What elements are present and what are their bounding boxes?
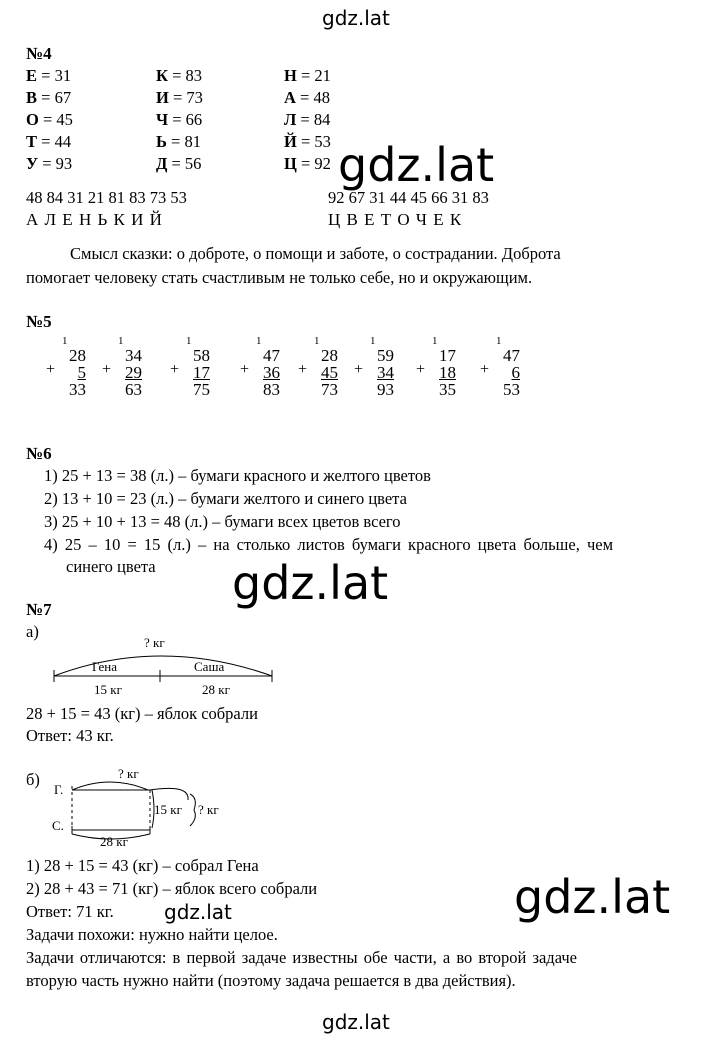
code-value: = 84 <box>300 110 331 129</box>
code-letter: Е <box>26 66 38 85</box>
b-answer: Ответ: 71 кг. <box>26 902 114 921</box>
carry-digit: 1 <box>370 335 376 347</box>
task4-paragraph-line2: помогает человеку стать счастливым не только себе, но и окружающим. <box>26 268 533 287</box>
carry-digit: 1 <box>186 335 192 347</box>
addend-1: 34 <box>125 346 142 365</box>
code-entry <box>26 132 71 152</box>
watermark: gdz.lat <box>322 6 390 30</box>
part-a-label: а) <box>26 622 39 641</box>
sum-result: 63 <box>125 380 142 399</box>
diagram-a-right-value: 28 кг <box>202 682 230 697</box>
watermark: gdz.lat <box>322 1010 390 1034</box>
code-value: = 56 <box>171 154 202 173</box>
code-value: = 21 <box>300 66 331 85</box>
addend-2: 6 <box>511 363 520 382</box>
addend-1: 47 <box>263 346 280 365</box>
b-line: вторую часть нужно найти (поэтому задача решается в два действия). <box>26 971 516 990</box>
task6-line: 1) 25 + 13 = 38 (л.) – бумаги красного и желтого цветов <box>44 466 431 485</box>
plus-sign: + <box>480 361 490 378</box>
code-value: = 44 <box>41 132 72 151</box>
code-entry <box>284 154 331 174</box>
addend-2: 36 <box>263 363 280 382</box>
addend-2: 5 <box>77 363 86 382</box>
part-b-label: б) <box>26 770 40 789</box>
code-letter: Д <box>156 154 168 173</box>
carry-digit: 1 <box>62 335 68 347</box>
column-sum <box>480 335 520 399</box>
diagram-b-sum: ? кг <box>198 802 219 817</box>
task7-title: №7 <box>26 600 52 619</box>
plus-sign: + <box>170 361 180 378</box>
diagram-a-left-value: 15 кг <box>94 682 122 697</box>
column-sum <box>102 335 142 399</box>
task6-line: 4) 25 – 10 = 15 (л.) – на столько листов бумаги красного цвета больше, чем <box>44 535 614 554</box>
code-entry <box>156 88 203 108</box>
b-line: 2) 28 + 43 = 71 (кг) – яблок всего собрали <box>26 879 318 898</box>
sum-result: 35 <box>439 380 456 399</box>
watermark: gdz.lat <box>232 556 389 610</box>
code-letter: Ц <box>284 154 297 173</box>
code-letter: Й <box>284 132 297 151</box>
b-line: 1) 28 + 15 = 43 (кг) – собрал Гена <box>26 856 259 875</box>
diagram-a-left: Гена <box>92 659 118 674</box>
carry-digit: 1 <box>118 335 124 347</box>
column-sum <box>170 335 210 399</box>
sum-result: 33 <box>69 380 86 399</box>
addend-1: 47 <box>503 346 520 365</box>
task4-title: №4 <box>26 44 52 63</box>
a-answer: Ответ: 43 кг. <box>26 726 114 745</box>
addend-1: 59 <box>377 346 394 365</box>
a-solution: 28 + 15 = 43 (кг) – яблок собрали <box>26 704 258 723</box>
code-letter: К <box>156 66 168 85</box>
watermark: gdz.lat <box>514 870 671 924</box>
column-sum <box>298 335 338 399</box>
column-sum <box>46 335 86 399</box>
code-entry <box>284 66 331 86</box>
addend-1: 28 <box>69 346 86 365</box>
column-sum <box>416 335 456 399</box>
task4-paragraph-line1: Смысл сказки: о доброте, о помощи и заботе, о сострадании. Доброта <box>70 244 561 263</box>
word2-letters: Ц В Е Т О Ч Е К <box>328 210 463 229</box>
word1-digits: 48 84 31 21 81 83 73 53 <box>26 188 187 207</box>
word2-digits: 92 67 31 44 45 66 31 83 <box>328 188 489 207</box>
diagram-a-right: Саша <box>194 659 225 674</box>
code-entry <box>26 110 73 130</box>
code-value: = 48 <box>300 88 330 107</box>
b-line: Задачи похожи: нужно найти целое. <box>26 925 278 944</box>
code-letter: Ч <box>156 110 169 129</box>
task6-title: №6 <box>26 444 52 463</box>
carry-digit: 1 <box>256 335 262 347</box>
code-letter: О <box>26 110 39 129</box>
column-sum <box>240 335 280 399</box>
b-line: Задачи отличаются: в первой задаче известны обе части, а во второй задаче <box>26 948 577 967</box>
carry-digit: 1 <box>496 335 502 347</box>
column-sum <box>354 335 394 399</box>
code-letter: У <box>26 154 39 173</box>
plus-sign: + <box>298 361 308 378</box>
code-entry <box>156 132 201 152</box>
code-entry <box>26 154 72 174</box>
diagram-b-diff: 15 кг <box>154 802 182 817</box>
sum-result: 73 <box>321 380 338 399</box>
code-value: = 53 <box>300 132 331 151</box>
diagram-b-top: ? кг <box>118 766 139 781</box>
diagram-b-bottom: 28 кг <box>100 834 128 849</box>
sum-result: 75 <box>193 380 210 399</box>
word1-letters: А Л Е Н Ь К И Й <box>26 210 163 229</box>
addend-2: 17 <box>193 363 210 382</box>
code-value: = 93 <box>42 154 73 173</box>
sum-result: 83 <box>263 380 280 399</box>
code-entry <box>26 66 71 86</box>
code-letter: Ь <box>156 132 167 151</box>
code-entry <box>284 110 330 130</box>
code-letter: И <box>156 88 169 107</box>
plus-sign: + <box>416 361 426 378</box>
diagram-a <box>40 630 290 700</box>
diagram-a-total: ? кг <box>144 635 165 650</box>
code-entry <box>156 110 202 130</box>
code-value: = 83 <box>172 66 203 85</box>
addend-2: 34 <box>377 363 394 382</box>
addend-2: 45 <box>321 363 338 382</box>
code-letter: А <box>284 88 296 107</box>
addend-1: 17 <box>439 346 456 365</box>
sum-result: 93 <box>377 380 394 399</box>
code-value: = 66 <box>172 110 203 129</box>
addend-1: 28 <box>321 346 338 365</box>
code-entry <box>156 66 202 86</box>
task5-title: №5 <box>26 312 52 331</box>
task6-line: синего цвета <box>66 557 156 576</box>
plus-sign: + <box>102 361 112 378</box>
carry-digit: 1 <box>432 335 438 347</box>
code-letter: Л <box>284 110 297 129</box>
code-entry <box>284 132 331 152</box>
diagram-b-g-label: Г. <box>54 782 64 797</box>
carry-digit: 1 <box>314 335 320 347</box>
code-entry <box>156 154 201 174</box>
sum-result: 53 <box>503 380 520 399</box>
diagram-b <box>40 762 240 852</box>
diagram-b-s-label: С. <box>52 818 64 833</box>
code-entry <box>284 88 330 108</box>
watermark: gdz.lat <box>338 138 495 192</box>
code-letter: Н <box>284 66 297 85</box>
addend-2: 18 <box>439 363 456 382</box>
task6-line: 3) 25 + 10 + 13 = 48 (л.) – бумаги всех цветов всего <box>44 512 401 531</box>
watermark: gdz.lat <box>164 900 232 924</box>
code-entry <box>26 88 71 108</box>
task6-line: 2) 13 + 10 = 23 (л.) – бумаги желтого и синего цвета <box>44 489 407 508</box>
code-value: = 81 <box>171 132 201 151</box>
addend-2: 29 <box>125 363 142 382</box>
code-value: = 67 <box>41 88 72 107</box>
code-value: = 31 <box>41 66 72 85</box>
code-letter: Т <box>26 132 38 151</box>
addend-1: 58 <box>193 346 210 365</box>
code-letter: В <box>26 88 38 107</box>
plus-sign: + <box>46 361 56 378</box>
plus-sign: + <box>240 361 250 378</box>
plus-sign: + <box>354 361 364 378</box>
code-value: = 92 <box>300 154 331 173</box>
code-value: = 73 <box>172 88 203 107</box>
code-value: = 45 <box>42 110 73 129</box>
